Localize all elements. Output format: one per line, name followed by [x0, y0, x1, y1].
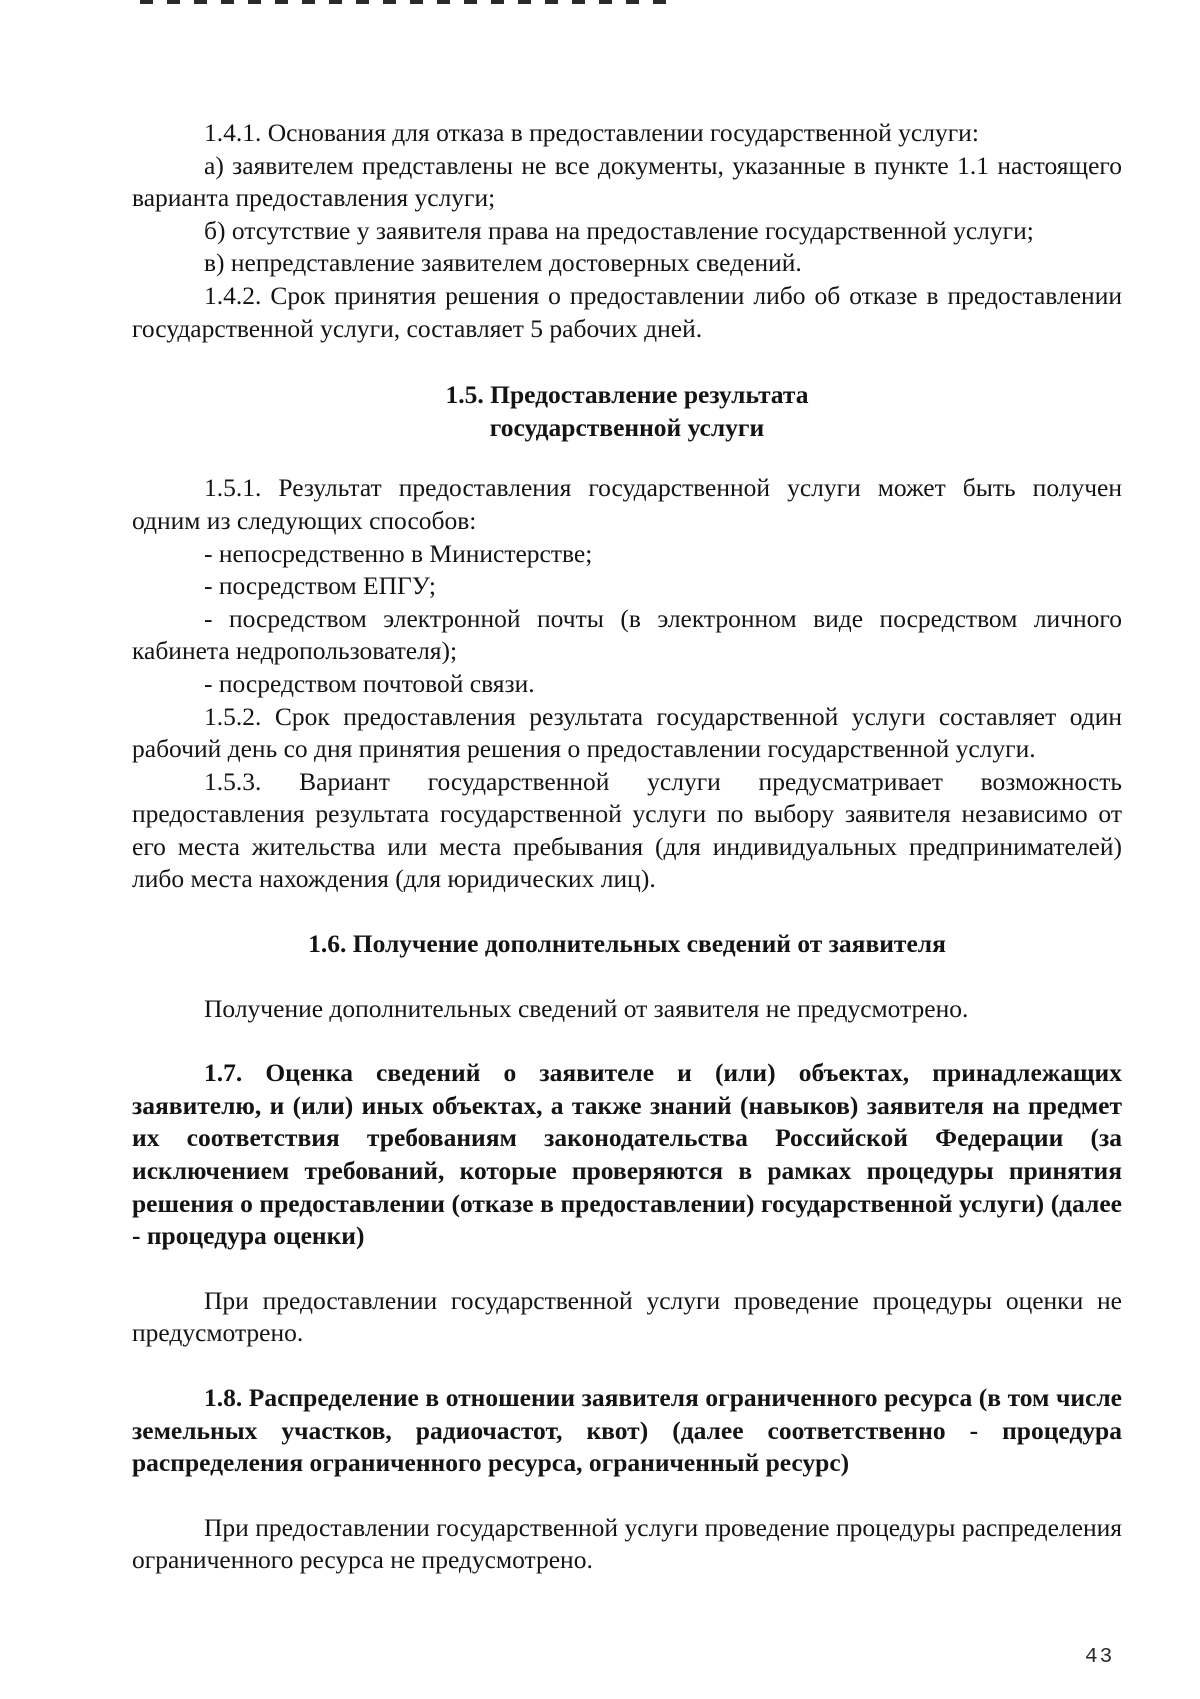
paragraph-1-4-2: 1.4.2. Срок принятия решения о предоставлении либо об отказе в предоставлении государственной услуги, составляет 5 рабочих дней.	[132, 280, 1122, 343]
section-heading-1-5-line-2: государственной услуги	[489, 412, 765, 442]
paragraph-1-4-1-b: б) отсутствие у заявителя права на предоставление государственной услуги;	[204, 215, 1034, 245]
section-heading-1-5-line-1: 1.5. Предоставление результата	[445, 380, 809, 410]
paragraph-1-5-1-d: - посредством почтовой связи.	[204, 668, 535, 698]
section-heading-1-5	[132, 379, 1122, 444]
paragraph-1-5-1-b: - посредством ЕПГУ;	[204, 571, 436, 601]
paragraph-1-6: Получение дополнительных сведений от заявителя не предусмотрено.	[204, 993, 969, 1023]
section-heading-1-7: 1.7. Оценка сведений о заявителе и (или) объектах, принадлежащих заявителю, и (или) иных объектах, а также знаний (навыков) заявителя на предмет их соответствия требованиям законодательства Российской Федерации (за исключением требований, которые проверяются в рамках процедуры принятия решения о предоставлении (отказе в предоставлении) государственной услуги) (далее - процедура оценки)	[132, 1058, 1122, 1251]
paragraph-1-4-1-c: в) непредставление заявителем достоверных сведений.	[204, 248, 802, 278]
paragraph-1-5-3: 1.5.3. Вариант государственной услуги предусматривает возможность предоставления результата государственной услуги по выбору заявителя независимо от его места жительства или места пребывания (для индивидуальных предпринимателей) либо места нахождения (для юридических лиц).	[132, 766, 1122, 894]
paragraph-1-5-1-a: - непосредственно в Министерстве;	[204, 538, 593, 568]
section-heading-1-6: 1.6. Получение дополнительных сведений от заявителя	[308, 929, 946, 959]
paragraph-1-4-1-a: а) заявителем представлены не все документы, указанные в пункте 1.1 настоящего варианта предоставления услуги;	[132, 150, 1122, 213]
page-content	[132, 117, 1122, 1577]
paragraph-1-8: При предоставлении государственной услуги проведение процедуры распределения ограниченного ресурса не предусмотрено.	[132, 1512, 1122, 1575]
scan-edge-dashes	[140, 0, 680, 4]
paragraph-1-5-1: 1.5.1. Результат предоставления государственной услуги может быть получен одним из следующих способов:	[132, 473, 1122, 535]
section-heading-1-8: 1.8. Распределение в отношении заявителя ограниченного ресурса (в том числе земельных участков, радиочастот, квот) (далее соответственно - процедура распределения ограниченного ресурса, ограниченный ресурс)	[132, 1383, 1122, 1478]
page-number: 43	[1085, 1646, 1115, 1669]
paragraph-1-5-1-c: - посредством электронной почты (в электронном виде посредством личного кабинета недропользователя);	[132, 603, 1122, 666]
paragraph-1-4-1: 1.4.1. Основания для отказа в предоставлении государственной услуги:	[204, 118, 979, 147]
paragraph-1-7: При предоставлении государственной услуги проведение процедуры оценки не предусмотрено.	[132, 1285, 1122, 1348]
paragraph-1-5-2: 1.5.2. Срок предоставления результата государственной услуги составляет один рабочий день со дня принятия решения о предоставлении государственной услуги.	[132, 701, 1122, 764]
